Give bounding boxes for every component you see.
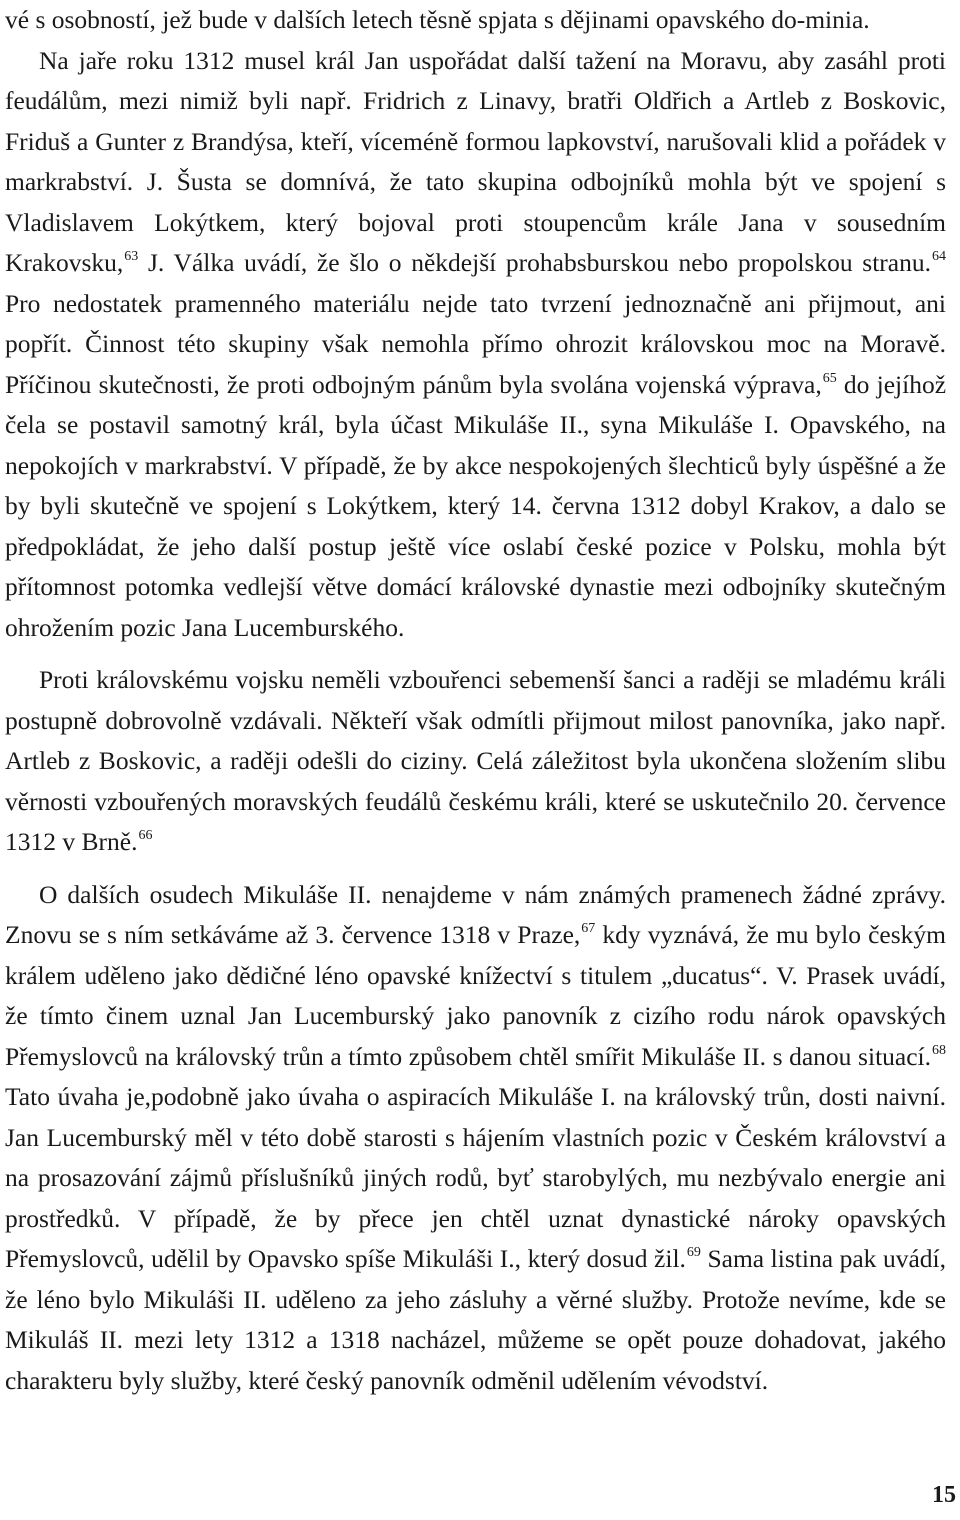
page-number: 15 — [932, 1482, 956, 1508]
footnote-ref: 69 — [686, 1245, 701, 1260]
paragraph — [5, 875, 946, 1402]
text-run: do jejíhož čela se postavil samotný král, byla účast Mikuláše II., syna Mikuláše I. Opavského, na nepokojích v markrabství. V případě, že by akce nespokojených šlechticů byly úspěšné a že by byli skutečně ve spojení s Lokýtkem, který 14. června 1312 dobyl Krakov, a dalo se předpokládat, že jeho další postup ještě více oslabí české pozice v Polsku, mohla být přítomnost potomka vedlejší větve domácí královské dynastie mezi odbojníky skutečným ohrožením pozic Jana Lucemburského. — [5, 369, 947, 642]
text-run: Proti královskému vojsku neměli vzbouřenci sebemenší šanci a raději se mladému králi postupně dobrovolně vzdávali. Někteří však odmítli přijmout milost panovníka, jako např. Artleb z Boskovic, a raději odešli do ciziny. Celá záležitost byla ukončena složením slibu věrnosti vzbouřených moravských feudálů českému králi, které se uskutečnilo 20. července 1312 v Brně. — [5, 665, 946, 856]
text-run: Tato úvaha je,podobně jako úvaha o aspiracích Mikuláše I. na královský trůn, dosti naivní. Jan Lucemburský měl v této době starosti s hájením vlastních pozic v Českém království a na prosazování zájmů příslušníků jiných rodů, byť starobylých, mu nezbývalo energie ani prostředků. V případě, že by přece jen chtěl uznat dynastické nároky opavských Přemyslovců, udělil by Opavsko spíše Mikuláši I., který dosud žil. — [5, 1082, 946, 1273]
text-run: Na jaře roku 1312 musel král Jan uspořádat další tažení na Moravu, aby zasáhl proti feudálům, mezi nimiž byli např. Fridrich z Linavy, bratři Oldřich a Artleb z Boskovic, Friduš a Gunter z Brandýsa, kteří, víceméně formou lapkovství, narušovali klid a pořádek v markrabství. J. Šusta se domnívá, že tato skupina odbojníků mohla být ve spojení s Vladislavem Lokýtkem, který bojoval proti stoupencům krále Jana v sousedním Krakovsku, — [5, 45, 946, 277]
footnote-ref: 67 — [581, 921, 596, 936]
text-run: Sama listina pak uvádí, že léno bylo Mikuláši II. uděleno za jeho zásluhy a věrné služby. Protože nevíme, kde se Mikuláš II. mezi lety 1312 a 1318 nacházel, můžeme se opět pouze dohadovat, jakého charakteru byly služby, které český panovník odměnil udělením vévodství. — [5, 1244, 946, 1395]
paragraph — [5, 41, 946, 649]
paragraph — [5, 0, 946, 41]
footnote-ref: 65 — [822, 370, 837, 386]
text-run: J. Válka uvádí, že šlo o někdejší prohabsburskou nebo propolskou stranu. — [138, 248, 931, 277]
footnote-ref: 63 — [124, 249, 139, 264]
text-run: Pro nedostatek pramenného materiálu nejde tato tvrzení jednoznačně ani přijmout, ani popřít. Činnost této skupiny však nemohla přímo ohrozit královskou moc na Moravě. Příčinou skutečnosti, že proti odbojným pánům byla svolána vojenská výprava, — [5, 288, 946, 399]
text-run: kdy vyznává, že mu bylo českým králem uděleno jako dědičné léno opavské knížectví s titulem „ducatus“. V. Prasek uvádí, že tímto činem uznal Jan Lucemburský jako panovník z cizího rodu nárok opavských Přemyslovců na královský trůn a tímto způsobem chtěl smířit Mikuláše II. s danou situací. — [5, 920, 947, 1071]
footnote-ref: 64 — [932, 249, 946, 264]
body-text — [5, 0, 946, 1401]
footnote-ref: 68 — [932, 1042, 946, 1058]
paragraph — [5, 660, 946, 863]
text-run: vé s osobností, jež bude v dalších letech těsně spjata s dějinami opavského do-minia. — [5, 5, 870, 34]
text-run: O dalších osudech Mikuláše II. nenajdeme v nám známých pramenech žádné zprávy. Znovu se s ním setkáváme až 3. července 1318 v Praze, — [5, 879, 946, 949]
footnote-ref: 66 — [138, 828, 153, 843]
